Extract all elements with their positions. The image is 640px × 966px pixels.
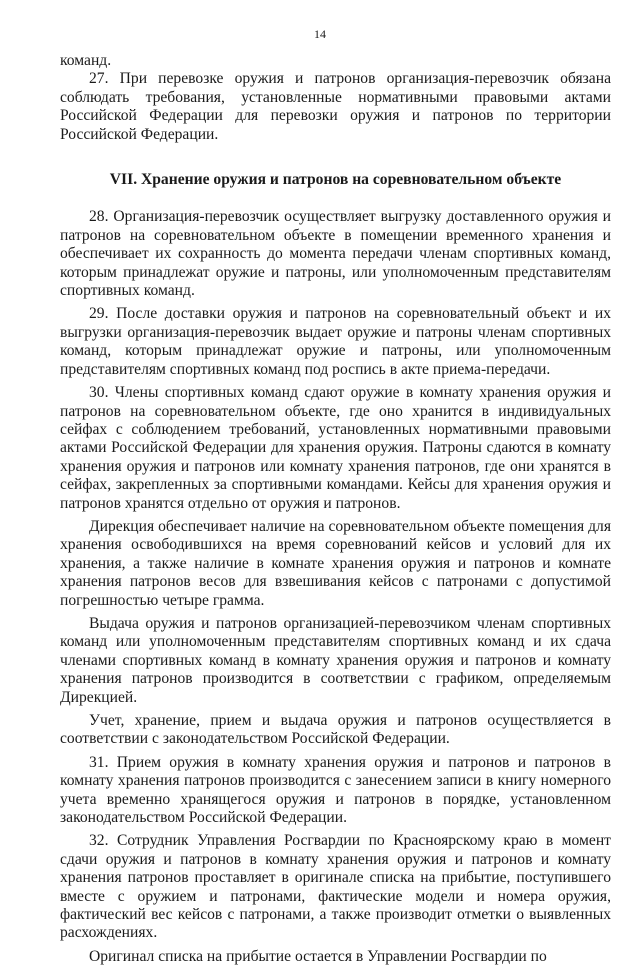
document-body	[60, 52, 611, 966]
paragraph-27: 27. При перевозке оружия и патронов организация-перевозчик обязана соблюдать требования, установленные нормативными правовыми актами Российской Федерации для перевозки оружия и патронов по территории Российской Федерации.	[60, 70, 611, 143]
section-heading: VII. Хранение оружия и патронов на соревновательном объекте	[109, 171, 562, 189]
paragraph-32-original: Оригинал списка на прибытие остается в Управлении Росгвардии по	[89, 947, 547, 965]
paragraph-30-directorate: Дирекция обеспечивает наличие на соревновательном объекте помещения для хранения освободившихся на время соревнований кейсов и условий для их хранения, а также наличие в комнате хранения оружия и патронов и комнате хранения патронов весов для взвешивания кейсов с патронами с допустимой погрешностью четыре грамма.	[60, 517, 611, 609]
paragraph-28: 28. Организация-перевозчик осуществляет выгрузку доставленного оружия и патронов на соревновательном объекте в помещении временного хранения и обеспечивает их сохранность до момента передачи членам спортивных команд, которым принадлежат оружие и патроны, или уполномоченным представителям спортивных команд.	[60, 208, 611, 300]
paragraph-30: 30. Члены спортивных команд сдают оружие в комнату хранения оружия и патронов на соревновательном объекте, где оно хранится в индивидуальных сейфах с соблюдением требований, установленных нормативными правовыми актами Российской Федерации для хранения оружия. Патроны сдаются в комнату хранения оружия и патронов или комнату хранения патронов, где они хранятся в сейфах, закрепленных за спортивными командами. Кейсы для хранения оружия и патронов хранятся отдельно от оружия и патронов.	[60, 384, 611, 512]
paragraph-30-issuance: Выдача оружия и патронов организацией-перевозчиком членам спортивных команд или уполномоченным представителям спортивных команд и их сдача членами спортивных команд в комнату хранения оружия и патронов и комнату хранения патронов производится в соответствии с графиком, определяемым Дирекцией.	[60, 614, 611, 706]
paragraph-32: 32. Сотрудник Управления Росгвардии по Красноярскому краю в момент сдачи оружия и патронов в комнату хранения оружия и патронов и комнату хранения патронов проставляет в оригинале списка на прибытие, поступившего вместе с оружием и патронами, фактические модели и номера оружия, фактический вес кейсов с патронами, а также производит отметки о выявленных расхождениях.	[60, 832, 611, 942]
paragraph-continuation: команд.	[60, 52, 112, 69]
paragraph-31: 31. Прием оружия в комнату хранения оружия и патронов и патронов в комнату хранения патронов производится с занесением записи в книгу номерного учета временно хранящегося оружия и патронов в порядке, установленном законодательством Российской Федерации.	[60, 753, 611, 827]
paragraph-30-accounting: Учет, хранение, прием и выдача оружия и патронов осуществляется в соответствии с законодательством Российской Федерации.	[60, 712, 611, 748]
paragraph-29: 29. После доставки оружия и патронов на соревновательный объект и их выгрузки организация-перевозчик выдает оружие и патроны членам спортивных команд, которым принадлежат оружие и патроны, или уполномоченным представителям спортивных команд под роспись в акте приема-передачи.	[60, 305, 611, 378]
page-number: 14	[314, 27, 326, 41]
